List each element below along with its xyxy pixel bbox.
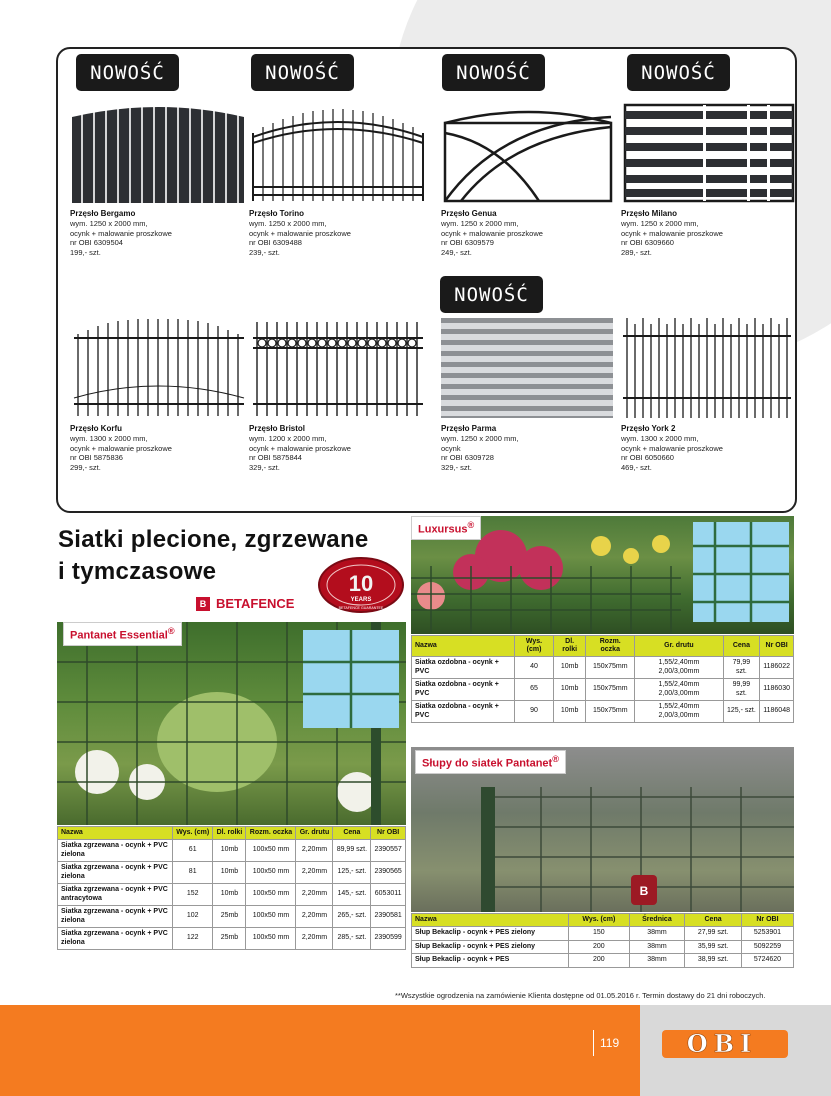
product-number: nr OBI 5875844 [249,453,302,462]
pantanet-label-text: Pantanet Essential [70,629,168,642]
col-roll: Dl. rolki [554,636,586,657]
table-row [412,940,794,954]
cell-price: 27,99 szt. [685,927,742,941]
product-price: 239,- szt. [249,247,280,257]
fence-parma-image [441,318,619,418]
registered-mark: ® [552,754,559,764]
cell-price: 99,99 szt. [723,679,760,701]
col-height: Wys. (cm) [173,827,213,840]
product-price: 469,- szt. [621,462,652,472]
slupy-table [411,913,794,968]
cell-roll: 25mb [213,928,246,950]
table-row [58,840,406,862]
slupy-label-text: Słupy do siatek Pantanet [422,757,553,770]
cell-diameter: 38mm [629,954,685,968]
cell-obi-number: 5092259 [741,940,793,954]
col-mesh: Rozm. oczka [246,827,296,840]
pantanet-photo [57,622,406,825]
luxursus-label-text: Luxursus [418,523,468,536]
cell-mesh: 100x50 mm [246,928,296,950]
col-price: Cena [685,914,742,927]
product-genua[interactable] [441,103,621,257]
cell-mesh: 100x50 mm [246,840,296,862]
product-number: nr OBI 6309579 [441,238,494,247]
product-size: wym. 1300 x 2000 mm, [70,434,148,443]
product-size: wym. 1250 x 2000 mm, [441,219,519,228]
section-heading-line2: i tymczasowe [58,558,217,585]
fence-genua-image [441,103,619,203]
col-height: Wys. (cm) [515,636,554,657]
cell-mesh: 150x75mm [586,679,635,701]
col-name: Nazwa [412,636,515,657]
cell-obi-number: 2390581 [371,906,406,928]
product-parma[interactable] [441,318,621,472]
fence-bergamo-image [70,103,248,203]
col-wire: Gr. drutu [296,827,333,840]
seal-word: YEARS [350,597,372,603]
col-wire: Gr. drutu [635,636,723,657]
cell-height: 152 [173,884,213,906]
col-obi-number: Nr OBI [371,827,406,840]
cell-name: Słup Bekaclip - ocynk + PES zielony [412,927,569,941]
product-korfu[interactable] [70,318,250,472]
cell-obi-number: 5253901 [741,927,793,941]
table-row [58,906,406,928]
product-size: wym. 1250 x 2000 mm, [621,219,699,228]
luxursus-label [411,516,481,540]
product-price: 249,- szt. [441,247,472,257]
cell-name: Słup Bekaclip - ocynk + PES [412,954,569,968]
cell-diameter: 38mm [629,927,685,941]
cell-wire: 2,20mm [296,906,333,928]
cell-height: 40 [515,657,554,679]
cell-name: Siatka ozdobna - ocynk + PVC [412,657,515,679]
slupy-label [415,750,566,774]
product-size: wym. 1200 x 2000 mm, [249,434,327,443]
cell-height: 90 [515,701,554,723]
product-name: Przęsło Parma [441,424,497,433]
product-name: Przęsło Bergamo [70,209,136,218]
product-finish: ocynk + malowanie proszkowe [249,228,351,238]
new-badge-parma: NOWOŚĆ [440,276,543,313]
cell-wire: 2,20mm [296,862,333,884]
product-number: nr OBI 6309728 [441,453,494,462]
col-mesh: Rozm. oczka [586,636,635,657]
cell-height: 81 [173,862,213,884]
fence-bristol-image [249,318,427,418]
cell-name: Słup Bekaclip - ocynk + PES zielony [412,940,569,954]
cell-roll: 25mb [213,906,246,928]
guarantee-seal [318,557,404,613]
product-milano[interactable] [621,103,801,257]
pantanet-table [57,826,406,950]
cell-height: 150 [569,927,630,941]
section-heading-line1: Siatki plecione, zgrzewane [58,526,369,553]
product-finish: ocynk + malowanie proszkowe [70,443,172,453]
cell-height: 122 [173,928,213,950]
betafence-mark-icon: B [196,597,210,611]
product-name: Przęsło Bristol [249,424,306,433]
cell-name: Siatka ozdobna - ocynk + PVC [412,679,515,701]
product-name: Przęsło Korfu [70,424,123,433]
cell-name: Siatka ozdobna - ocynk + PVC [412,701,515,723]
product-bristol[interactable] [249,318,429,472]
cell-mesh: 150x75mm [586,657,635,679]
footnote: **Wszystkie ogrodzenia na zamówienie Klienta dostępne od 01.05.2016 r. Termin dostawy do 21 dni roboczych. [395,991,766,1000]
page-number: 119 [593,1030,619,1056]
svg-text:B: B [639,884,649,898]
cell-wire: 1,55/2,40mm 2,00/3,00mm [635,701,723,723]
cell-price: 285,- szt. [333,928,371,950]
product-size: wym. 1250 x 2000 mm, [441,434,519,443]
cell-obi-number: 5724620 [741,954,793,968]
cell-roll: 10mb [554,679,586,701]
product-name: Przęsło Genua [441,209,497,218]
product-number: nr OBI 6309504 [70,238,123,247]
cell-roll: 10mb [213,884,246,906]
cell-height: 200 [569,940,630,954]
cell-name: Siatka zgrzewana - ocynk + PVC zielona [58,840,173,862]
new-badge-torino: NOWOŚĆ [251,54,354,91]
cell-price: 265,- szt. [333,906,371,928]
betafence-logo-text: BETAFENCE [216,596,295,611]
seal-arc-text: BETAFENCE GUARANTEE [338,606,384,610]
product-number: nr OBI 6309488 [249,238,302,247]
obi-logo-text: OBI [686,1030,758,1058]
cell-name: Siatka zgrzewana - ocynk + PVC zielona [58,862,173,884]
registered-mark: ® [467,520,475,530]
col-obi-number: Nr OBI [741,914,793,927]
product-price: 199,- szt. [70,247,101,257]
obi-logo[interactable] [662,1030,788,1058]
col-diameter: Średnica [629,914,685,927]
cell-mesh: 100x50 mm [246,906,296,928]
cell-obi-number: 1186022 [760,657,794,679]
product-finish: ocynk [441,443,461,453]
fence-york-2-image [621,318,799,418]
product-price: 329,- szt. [249,462,280,472]
pantanet-label [63,622,182,646]
table-header-row [58,827,406,840]
cell-price: 125,- szt. [723,701,760,723]
cell-wire: 1,55/2,40mm 2,00/3,00mm [635,679,723,701]
cell-height: 65 [515,679,554,701]
col-name: Nazwa [412,914,569,927]
table-row [412,954,794,968]
table-row [58,884,406,906]
cell-roll: 10mb [554,701,586,723]
cell-price: 145,- szt. [333,884,371,906]
cell-price: 38,99 szt. [685,954,742,968]
cell-wire: 2,20mm [296,928,333,950]
product-finish: ocynk + malowanie proszkowe [621,443,723,453]
product-bergamo[interactable] [70,103,250,257]
fence-korfu-image [70,318,248,418]
col-obi-number: Nr OBI [760,636,794,657]
product-price: 329,- szt. [441,462,472,472]
cell-height: 61 [173,840,213,862]
cell-name: Siatka zgrzewana - ocynk + PVC zielona [58,928,173,950]
luxursus-table [411,635,794,723]
cell-obi-number: 2390565 [371,862,406,884]
table-row [412,701,794,723]
product-size: wym. 1300 x 2000 mm, [621,434,699,443]
cell-price: 125,- szt. [333,862,371,884]
cell-mesh: 100x50 mm [246,862,296,884]
table-header-row [412,914,794,927]
product-finish: ocynk + malowanie proszkowe [70,228,172,238]
product-finish: ocynk + malowanie proszkowe [621,228,723,238]
cell-price: 35,99 szt. [685,940,742,954]
product-number: nr OBI 6309660 [621,238,674,247]
product-size: wym. 1250 x 2000 mm, [70,219,148,228]
table-row [58,862,406,884]
product-price: 289,- szt. [621,247,652,257]
new-badge-genua: NOWOŚĆ [442,54,545,91]
col-roll: Dl. rolki [213,827,246,840]
new-badge-bergamo: NOWOŚĆ [76,54,179,91]
cell-roll: 10mb [554,657,586,679]
col-name: Nazwa [58,827,173,840]
betafence-logo [196,596,294,611]
cell-name: Siatka zgrzewana - ocynk + PVC zielona [58,906,173,928]
col-price: Cena [333,827,371,840]
product-name: Przęsło Milano [621,209,678,218]
product-york-2[interactable] [621,318,801,472]
cell-obi-number: 6053011 [371,884,406,906]
cell-diameter: 38mm [629,940,685,954]
cell-roll: 10mb [213,840,246,862]
table-row [412,927,794,941]
seal-number: 10 [348,571,374,596]
cell-wire: 1,55/2,40mm 2,00/3,00mm [635,657,723,679]
product-price: 299,- szt. [70,462,101,472]
cell-obi-number: 2390557 [371,840,406,862]
cell-roll: 10mb [213,862,246,884]
product-size: wym. 1250 x 2000 mm, [249,219,327,228]
cell-price: 89,99 szt. [333,840,371,862]
fence-torino-image [249,103,427,203]
cell-obi-number: 2390599 [371,928,406,950]
table-row [412,679,794,701]
registered-mark: ® [167,626,175,636]
cell-height: 102 [173,906,213,928]
col-height: Wys. (cm) [569,914,630,927]
table-row [412,657,794,679]
product-name: Przęsło York 2 [621,424,676,433]
cell-height: 200 [569,954,630,968]
table-header-row [412,636,794,657]
cell-price: 79,99 szt. [723,657,760,679]
cell-obi-number: 1186048 [760,701,794,723]
cell-name: Siatka zgrzewana - ocynk + PVC antracytowa [58,884,173,906]
product-torino[interactable] [249,103,429,257]
cell-wire: 2,20mm [296,884,333,906]
table-row [58,928,406,950]
product-name: Przęsło Torino [249,209,304,218]
product-finish: ocynk + malowanie proszkowe [249,443,351,453]
col-price: Cena [723,636,760,657]
cell-obi-number: 1186030 [760,679,794,701]
fence-milano-image [621,103,799,203]
cell-mesh: 150x75mm [586,701,635,723]
product-number: nr OBI 6050660 [621,453,674,462]
product-number: nr OBI 5875836 [70,453,123,462]
cell-mesh: 100x50 mm [246,884,296,906]
product-finish: ocynk + malowanie proszkowe [441,228,543,238]
new-badge-milano: NOWOŚĆ [627,54,730,91]
cell-wire: 2,20mm [296,840,333,862]
